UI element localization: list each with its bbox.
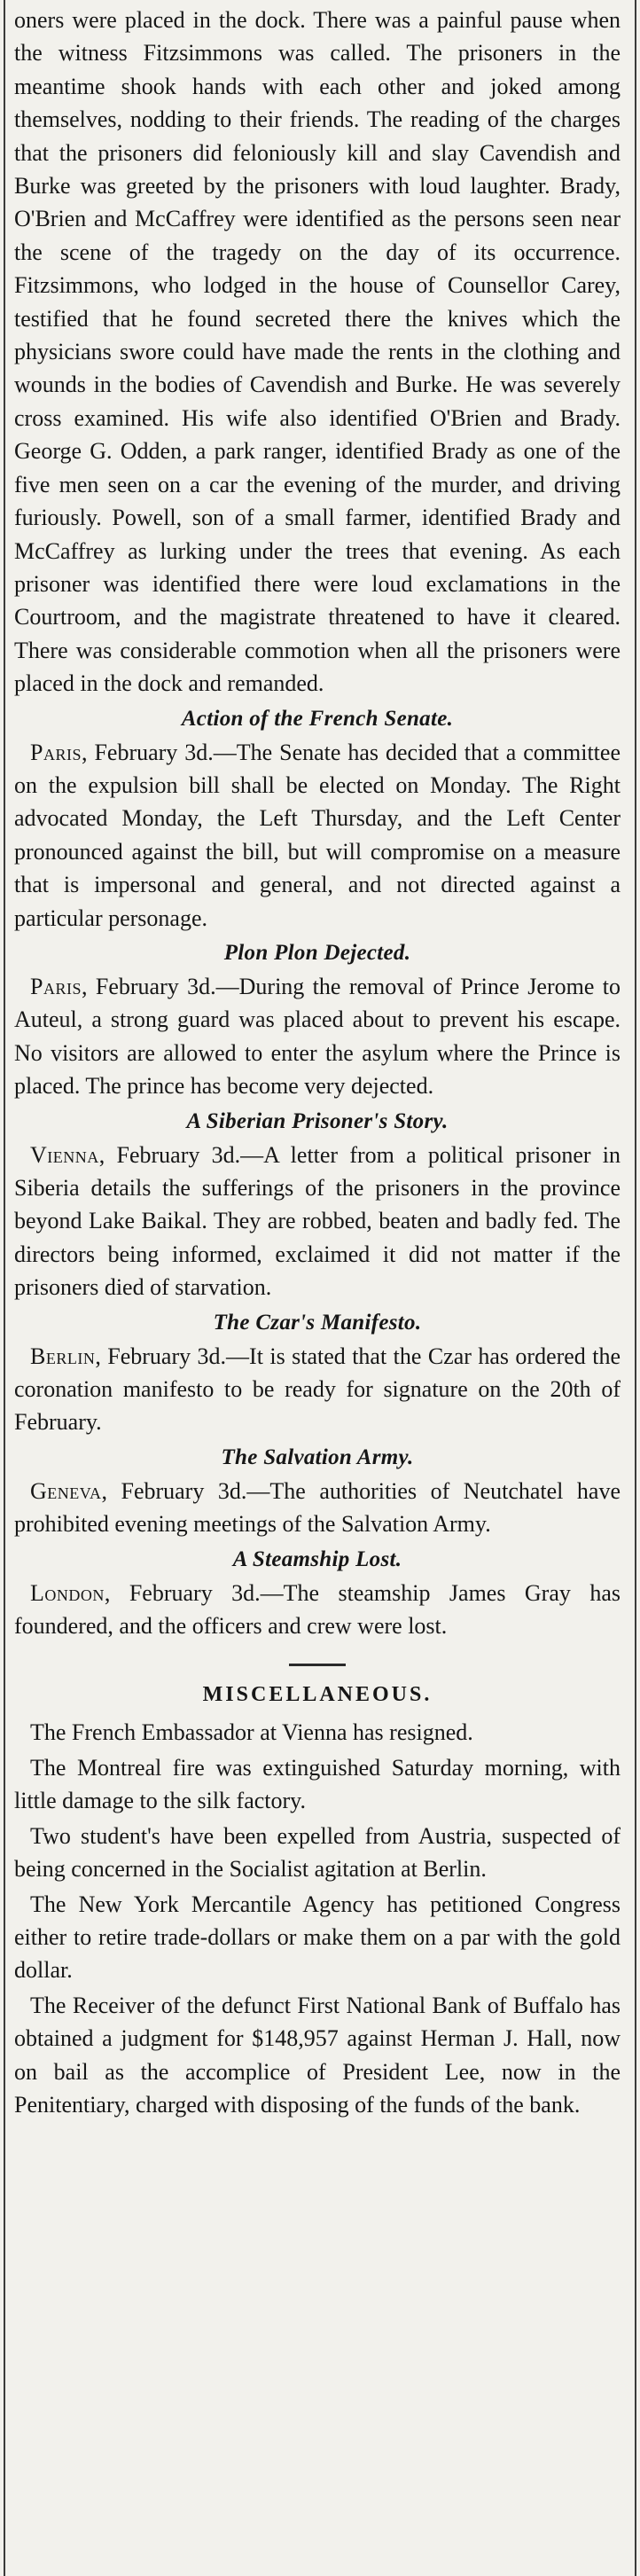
story-body-siberian-prisoner (14, 1139, 620, 1304)
misc-item: The French Embassador at Vienna has resigned. (30, 1719, 473, 1746)
story-dateline: Vienna (30, 1141, 99, 1168)
story-text: , February 3d.—The steamship James Gray has foundered, and the officers and crew were lost. (14, 1579, 620, 1640)
misc-item: The Receiver of the defunct First National Bank of Buffalo has obtained a judgment for $148,957 against Herman J. Hall, now on bail as the accomplice of President Lee, now in the Penitentiary, charged with disposing of the funds of the bank. (14, 1992, 620, 2118)
story-text: , February 3d.—The Senate has decided that a committee on the expulsion bill shall be elected on Monday. The Right advocated Monday, the Left Thursday, and the Left Center pronounced against the bill, but will compromise on a measure that is impersonal and general, and not directed against a particular personage. (14, 739, 620, 931)
column-rule-left (4, 0, 5, 2576)
column-rule-right (635, 0, 636, 2576)
story-headline-french-senate: Action of the French Senate. (181, 706, 454, 731)
story-dateline: Berlin (30, 1343, 96, 1369)
story-dateline: Geneva (30, 1477, 102, 1504)
miscellaneous-heading: MISCELLANEOUS. (202, 1683, 433, 1707)
misc-item: Two student's have been expelled from Austria, suspected of being concerned in the Socialist agitation at Berlin. (14, 1822, 620, 1883)
section-divider (289, 1664, 346, 1666)
story-body-steamship-lost (14, 1577, 620, 1643)
story-body-salvation-army (14, 1475, 620, 1541)
story-body-czar-manifesto (14, 1340, 620, 1439)
story-dateline: Paris (30, 739, 82, 765)
story-headline-siberian-prisoner: A Siberian Prisoner's Story. (186, 1108, 449, 1133)
story-text: , February 3d.—During the removal of Prince Jerome to Auteul, a strong guard was placed about to prevent his escape. No visitors are allowed to enter the asylum where the Prince is placed. The prince has become very dejected. (14, 973, 620, 1100)
story-text: , February 3d.—It is stated that the Czar has ordered the coronation manifesto to be ready for signature on the 20th of February. (14, 1343, 620, 1436)
story-body-french-senate (14, 736, 620, 935)
miscellaneous-list (14, 1716, 620, 2121)
story-headline-steamship-lost: A Steamship Lost. (232, 1546, 402, 1571)
misc-item: The New York Mercantile Agency has petitioned Congress either to retire trade-dollars or make them on a par with the gold dollar. (14, 1891, 620, 1984)
story-dateline: London (30, 1579, 105, 1606)
story-headline-salvation-army: The Salvation Army. (221, 1445, 414, 1469)
story-dateline: Paris (30, 973, 82, 999)
lead-paragraph: oners were placed in the dock. There was a painful pause when the witness Fitzsimmons was called. The prisoners in the meantime shook hands with each other and joked among themselves, nodding to their friends. The reading of the charges that the prisoners did feloniously kill and slay Cavendish and Burke was greeted by the prisoners with loud laughter. Brady, O'Brien and McCaffrey were identified as the persons seen near the scene of the tragedy on the day of its occurrence. Fitzsimmons, who lodged in the house of Counsellor Carey, testified that he found secreted there the knives which the physicians swore could have made the rents in the clothing and wounds in the bodies of Cavendish and Burke. He was severely cross examined. His wife also identified O'Brien and Brady. George G. Odden, a park ranger, identified Brady as one of the five men seen on a car the evening of the murder, and driving furiously. Powell, son of a small farmer, identified Brady and McCaffrey as lurking under the trees that evening. As each prisoner was identified there were loud exclamations in the Courtroom, and the magistrate threatened to have it cleared. There was considerable commotion when all the prisoners were placed in the dock and remanded. (14, 7, 620, 697)
story-body-plon-plon (14, 970, 620, 1103)
story-headline-czar-manifesto: The Czar's Manifesto. (213, 1310, 422, 1335)
misc-item: The Montreal fire was extinguished Saturday morning, with little damage to the silk factory. (14, 1754, 620, 1814)
story-text: , February 3d.—A letter from a political prisoner in Siberia details the sufferings of the prisoners in the province beyond Lake Baikal. They are robbed, beaten and badly fed. The directors being informed, exclaimed it did not matter if the prisoners died of starvation. (14, 1141, 620, 1301)
story-headline-plon-plon: Plon Plon Dejected. (223, 940, 411, 965)
story-text: , February 3d.—The authorities of Neutchatel have prohibited evening meetings of the Salvation Army. (14, 1477, 620, 1538)
